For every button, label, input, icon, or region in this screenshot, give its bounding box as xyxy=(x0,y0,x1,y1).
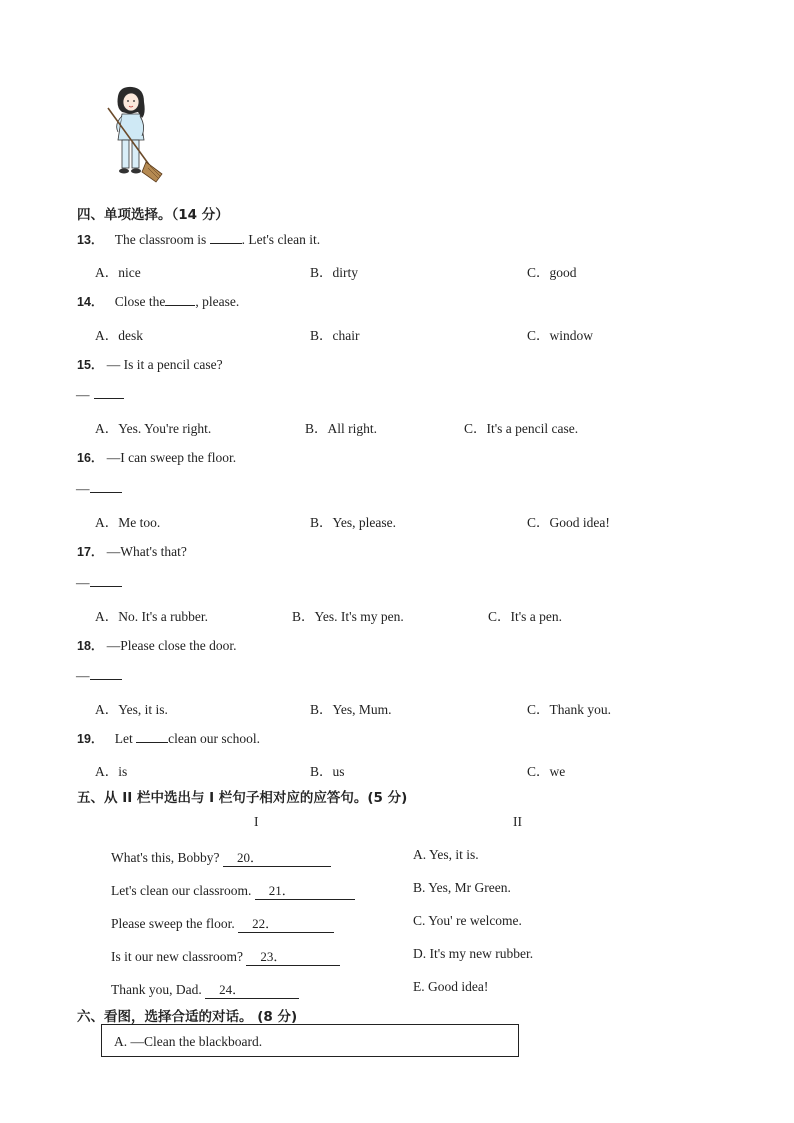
option-16-c[interactable]: C．Good idea! xyxy=(527,515,610,530)
question-stem: The classroom is xyxy=(114,232,210,247)
option-17-a[interactable]: A．No. It's a rubber. xyxy=(95,609,209,624)
match-prompt: Is it our new classroom? xyxy=(111,949,247,964)
answer-blank[interactable]: 22． xyxy=(238,913,334,933)
question-18 xyxy=(77,636,237,654)
answer-blank[interactable] xyxy=(90,574,122,587)
question-number: 18． xyxy=(77,639,104,653)
question-stem: Close the xyxy=(114,294,166,309)
column-1-header: I xyxy=(254,814,259,829)
question-number: 14． xyxy=(77,295,104,309)
option-16-b[interactable]: B．Yes, please. xyxy=(310,515,397,530)
match-right-e: E. Good idea! xyxy=(413,979,489,994)
question-stem-end: clean our school. xyxy=(168,731,260,746)
answer-blank[interactable]: 20． xyxy=(223,847,331,867)
question-number: 15． xyxy=(77,358,104,372)
match-prompt: Let's clean our classroom. xyxy=(111,883,255,898)
reply-line-16 xyxy=(76,480,122,497)
question-number: 19． xyxy=(77,732,104,746)
match-left-21 xyxy=(111,880,355,900)
question-14 xyxy=(77,292,239,310)
reply-line-15 xyxy=(76,386,124,403)
answer-blank[interactable] xyxy=(90,667,122,680)
question-16 xyxy=(77,448,236,466)
match-prompt: What's this, Bobby? xyxy=(111,850,223,865)
match-right-b: B. Yes, Mr Green. xyxy=(413,880,511,895)
option-13-c[interactable]: C．good xyxy=(527,265,577,280)
match-prompt: Thank you, Dad. xyxy=(111,982,206,997)
match-left-24 xyxy=(111,979,299,999)
reply-line-17 xyxy=(76,574,122,591)
answer-blank[interactable] xyxy=(165,293,195,306)
reply-dash: — xyxy=(76,575,90,590)
girl-sweeping-illustration xyxy=(100,84,172,186)
question-number: 17． xyxy=(77,545,104,559)
column-2-header: II xyxy=(513,814,522,829)
match-right-a: A. Yes, it is. xyxy=(413,847,479,862)
answer-blank[interactable] xyxy=(136,730,168,743)
reply-dash: — xyxy=(76,668,90,683)
match-right-d: D. It's my new rubber. xyxy=(413,946,534,961)
answer-blank[interactable]: 23． xyxy=(246,946,340,966)
answer-blank[interactable] xyxy=(90,480,122,493)
question-13 xyxy=(77,230,320,248)
option-14-a[interactable]: A．desk xyxy=(95,328,143,343)
question-stem: — Is it a pencil case? xyxy=(106,357,223,372)
dialogue-option-a: A. —Clean the blackboard. xyxy=(114,1034,263,1049)
option-17-b[interactable]: B．Yes. It's my pen. xyxy=(292,609,404,624)
dialogue-option-box xyxy=(101,1024,519,1057)
option-19-c[interactable]: C．we xyxy=(527,764,566,779)
question-17 xyxy=(77,542,187,560)
option-19-a[interactable]: A．is xyxy=(95,764,128,779)
option-19-b[interactable]: B．us xyxy=(310,764,345,779)
question-19 xyxy=(77,729,260,747)
match-left-20 xyxy=(111,847,331,867)
reply-line-18 xyxy=(76,667,122,684)
question-stem: —What's that? xyxy=(106,544,187,559)
answer-blank[interactable]: 21． xyxy=(255,880,355,900)
option-15-b[interactable]: B．All right. xyxy=(305,421,378,436)
question-stem: —I can sweep the floor. xyxy=(106,450,237,465)
option-18-c[interactable]: C．Thank you. xyxy=(527,702,611,717)
question-15 xyxy=(77,355,223,373)
question-number: 16． xyxy=(77,451,104,465)
option-13-a[interactable]: A．nice xyxy=(95,265,141,280)
match-left-23 xyxy=(111,946,340,966)
option-13-b[interactable]: B．dirty xyxy=(310,265,359,280)
reply-dash: — xyxy=(76,481,90,496)
question-stem: —Please close the door. xyxy=(106,638,237,653)
option-15-a[interactable]: A．Yes. You're right. xyxy=(95,421,212,436)
question-number: 13． xyxy=(77,233,104,247)
option-18-b[interactable]: B．Yes, Mum. xyxy=(310,702,392,717)
option-17-c[interactable]: C．It's a pen. xyxy=(488,609,563,624)
option-15-c[interactable]: C．It's a pencil case. xyxy=(464,421,579,436)
section-5-title: 五、从 II 栏中选出与 I 栏句子相对应的应答句。(5 分) xyxy=(77,790,408,806)
option-16-a[interactable]: A．Me too. xyxy=(95,515,161,530)
option-14-b[interactable]: B．chair xyxy=(310,328,360,343)
answer-blank[interactable] xyxy=(94,386,124,399)
question-stem-end: . Let's clean it. xyxy=(241,232,321,247)
reply-dash: — xyxy=(76,387,90,402)
option-18-a[interactable]: A．Yes, it is. xyxy=(95,702,168,717)
match-left-22 xyxy=(111,913,334,933)
option-14-c[interactable]: C．window xyxy=(527,328,594,343)
section-4-title: 四、单项选择。（14 分） xyxy=(77,207,229,223)
answer-blank[interactable]: 24． xyxy=(205,979,299,999)
match-right-c: C. You' re welcome. xyxy=(413,913,522,928)
match-prompt: Please sweep the floor. xyxy=(111,916,239,931)
question-stem: Let xyxy=(114,731,137,746)
answer-blank[interactable] xyxy=(210,231,242,244)
question-stem-end: , please. xyxy=(195,294,240,309)
section-6-title: 六、看图，选择合适的对话。 (8 分) xyxy=(77,1009,298,1025)
